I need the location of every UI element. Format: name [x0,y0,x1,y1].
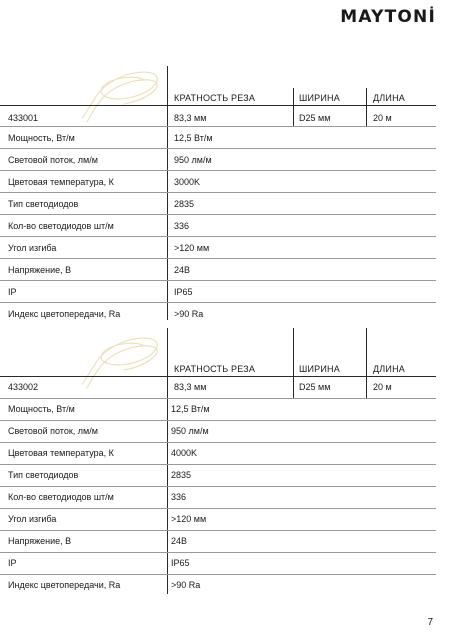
spec-label-flux: Световой поток, лм/м [8,155,98,165]
spec-value-led-type: 2835 [171,470,192,480]
spec-value-bend: >120 мм [171,514,207,524]
cut-value: 83,3 мм [174,113,207,123]
article-number: 433002 [8,382,39,392]
spec-label-led-type: Тип светодиодов [8,199,79,209]
spec-value-cri: >90 Ra [174,309,204,319]
spec-label-cct: Цветовая температура, К [8,177,114,187]
spec-label-cri: Индекс цветопередачи, Ra [8,580,121,590]
length-value: 20 м [373,113,392,123]
spec-value-bend: >120 мм [174,243,210,253]
spec-value-led-count: 336 [174,221,190,231]
spec-label-voltage: Напряжение, В [8,536,72,546]
spec-value-power: 12,5 Вт/м [174,133,213,143]
width-value: D25 мм [299,382,331,392]
product-table-1 [0,62,450,322]
header-length: ДЛИНА [373,93,405,103]
width-value: D25 мм [299,113,331,123]
length-value: 20 м [373,382,392,392]
spec-label-ip: IP [8,287,17,297]
cut-value: 83,3 мм [174,382,207,392]
spec-value-led-count: 336 [171,492,187,502]
spec-label-bend: Угол изгиба [8,514,57,524]
spec-label-cri: Индекс цветопередачи, Ra [8,309,121,319]
spec-label-cct: Цветовая температура, К [8,448,114,458]
spec-label-voltage: Напряжение, В [8,265,72,275]
spec-value-cct: 4000K [171,448,198,458]
spec-label-bend: Угол изгиба [8,243,57,253]
spec-value-flux: 950 лм/м [171,426,209,436]
spec-label-power: Мощность, Вт/м [8,404,75,414]
spec-value-cct: 3000K [174,177,201,187]
spec-value-flux: 950 лм/м [174,155,212,165]
led-strip-coil-icon [76,62,166,124]
spec-value-voltage: 24В [174,265,191,275]
header-cut: КРАТНОСТЬ РЕЗА [174,93,256,103]
spec-value-ip: IP65 [171,558,190,568]
spec-value-voltage: 24В [171,536,188,546]
article-number: 433001 [8,113,39,123]
spec-label-led-count: Кол-во светодиодов шт/м [8,492,114,502]
spec-label-flux: Световой поток, лм/м [8,426,98,436]
spec-value-ip: IP65 [174,287,193,297]
header-length: ДЛИНА [373,364,405,374]
product-table-2 [0,328,450,598]
spec-value-power: 12,5 Вт/м [171,404,210,414]
header-cut: КРАТНОСТЬ РЕЗА [174,364,256,374]
brand-logo: MAYTONİ [340,7,436,27]
led-strip-coil-icon [76,328,166,390]
header-width: ШИРИНА [299,93,340,103]
spec-label-led-count: Кол-во светодиодов шт/м [8,221,114,231]
spec-label-power: Мощность, Вт/м [8,133,75,143]
spec-value-led-type: 2835 [174,199,195,209]
spec-label-ip: IP [8,558,17,568]
page-number: 7 [427,617,433,628]
spec-value-cri: >90 Ra [171,580,201,590]
header-width: ШИРИНА [299,364,340,374]
spec-label-led-type: Тип светодиодов [8,470,79,480]
